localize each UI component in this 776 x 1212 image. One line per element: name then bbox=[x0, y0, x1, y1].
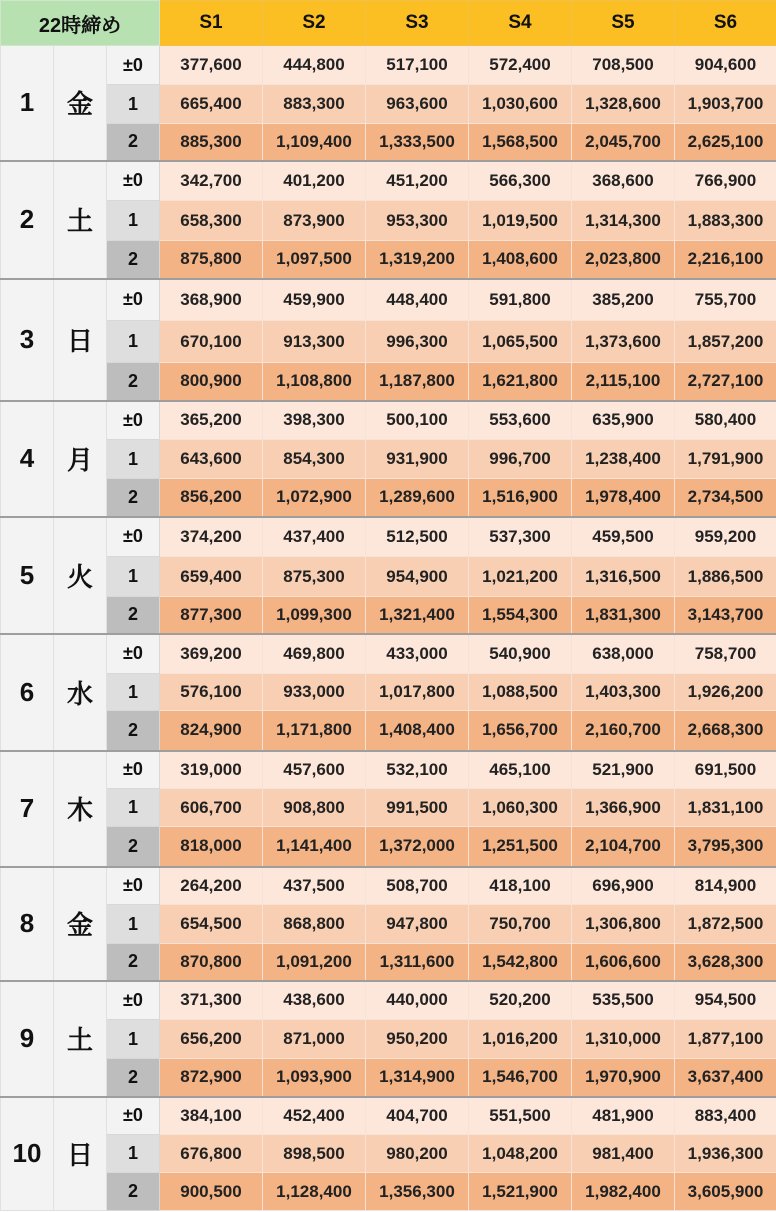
level-label: ±0 bbox=[107, 867, 160, 905]
value-cell: 1,408,600 bbox=[469, 241, 572, 279]
value-cell: 1,883,300 bbox=[675, 201, 776, 241]
value-cell: 576,100 bbox=[160, 674, 263, 711]
value-cell: 551,500 bbox=[469, 1097, 572, 1135]
level-label: 2 bbox=[107, 241, 160, 279]
value-cell: 1,251,500 bbox=[469, 827, 572, 867]
value-cell: 931,900 bbox=[366, 440, 469, 479]
value-cell: 2,023,800 bbox=[572, 241, 675, 279]
day-number: 2 bbox=[1, 161, 54, 279]
value-cell: 980,200 bbox=[366, 1135, 469, 1173]
value-cell: 750,700 bbox=[469, 905, 572, 944]
value-cell: 1,408,400 bbox=[366, 711, 469, 751]
value-cell: 691,500 bbox=[675, 751, 776, 789]
level-label: 1 bbox=[107, 1020, 160, 1059]
day-of-week: 火 bbox=[54, 517, 107, 634]
value-cell: 401,200 bbox=[263, 161, 366, 201]
value-cell: 3,143,700 bbox=[675, 597, 776, 634]
day-of-week: 金 bbox=[54, 46, 107, 161]
table-row bbox=[1, 1135, 776, 1173]
value-cell: 1,546,700 bbox=[469, 1059, 572, 1097]
value-cell: 1,656,700 bbox=[469, 711, 572, 751]
value-cell: 696,900 bbox=[572, 867, 675, 905]
value-cell: 1,109,400 bbox=[263, 124, 366, 161]
value-cell: 385,200 bbox=[572, 279, 675, 321]
value-cell: 1,310,000 bbox=[572, 1020, 675, 1059]
column-header-s1: S1 bbox=[160, 1, 263, 46]
value-cell: 398,300 bbox=[263, 401, 366, 440]
day-of-week: 土 bbox=[54, 981, 107, 1097]
value-cell: 959,200 bbox=[675, 517, 776, 557]
value-cell: 572,400 bbox=[469, 46, 572, 85]
value-cell: 1,356,300 bbox=[366, 1173, 469, 1211]
column-header-s6: S6 bbox=[675, 1, 776, 46]
value-cell: 670,100 bbox=[160, 321, 263, 363]
day-of-week: 月 bbox=[54, 401, 107, 517]
value-cell: 1,872,500 bbox=[675, 905, 776, 944]
value-cell: 1,373,600 bbox=[572, 321, 675, 363]
level-label: 2 bbox=[107, 479, 160, 517]
level-label: ±0 bbox=[107, 517, 160, 557]
value-cell: 658,300 bbox=[160, 201, 263, 241]
table-row bbox=[1, 363, 776, 401]
table-row bbox=[1, 867, 776, 905]
value-cell: 1,366,900 bbox=[572, 789, 675, 827]
table-row bbox=[1, 46, 776, 85]
value-cell: 659,400 bbox=[160, 557, 263, 597]
table-row bbox=[1, 517, 776, 557]
value-cell: 440,000 bbox=[366, 981, 469, 1020]
table-row bbox=[1, 440, 776, 479]
day-number: 1 bbox=[1, 46, 54, 161]
value-cell: 883,300 bbox=[263, 85, 366, 124]
value-cell: 1,099,300 bbox=[263, 597, 366, 634]
value-cell: 755,700 bbox=[675, 279, 776, 321]
value-cell: 1,088,500 bbox=[469, 674, 572, 711]
value-cell: 766,900 bbox=[675, 161, 776, 201]
value-cell: 374,200 bbox=[160, 517, 263, 557]
day-number: 6 bbox=[1, 634, 54, 751]
value-cell: 1,319,200 bbox=[366, 241, 469, 279]
value-cell: 1,016,200 bbox=[469, 1020, 572, 1059]
value-cell: 1,516,900 bbox=[469, 479, 572, 517]
level-label: ±0 bbox=[107, 161, 160, 201]
value-cell: 342,700 bbox=[160, 161, 263, 201]
value-cell: 1,970,900 bbox=[572, 1059, 675, 1097]
value-cell: 459,500 bbox=[572, 517, 675, 557]
value-cell: 1,072,900 bbox=[263, 479, 366, 517]
level-label: 1 bbox=[107, 321, 160, 363]
value-cell: 540,900 bbox=[469, 634, 572, 674]
value-cell: 3,637,400 bbox=[675, 1059, 776, 1097]
value-cell: 824,900 bbox=[160, 711, 263, 751]
table-row bbox=[1, 634, 776, 674]
value-cell: 3,605,900 bbox=[675, 1173, 776, 1211]
value-cell: 3,628,300 bbox=[675, 944, 776, 981]
table-row bbox=[1, 161, 776, 201]
day-of-week: 土 bbox=[54, 161, 107, 279]
day-of-week: 木 bbox=[54, 751, 107, 867]
level-label: ±0 bbox=[107, 46, 160, 85]
value-cell: 1,097,500 bbox=[263, 241, 366, 279]
value-cell: 2,727,100 bbox=[675, 363, 776, 401]
level-label: ±0 bbox=[107, 981, 160, 1020]
level-label: 2 bbox=[107, 363, 160, 401]
value-cell: 517,100 bbox=[366, 46, 469, 85]
level-label: ±0 bbox=[107, 634, 160, 674]
value-cell: 868,800 bbox=[263, 905, 366, 944]
value-cell: 1,606,600 bbox=[572, 944, 675, 981]
value-cell: 500,100 bbox=[366, 401, 469, 440]
value-cell: 643,600 bbox=[160, 440, 263, 479]
value-cell: 369,200 bbox=[160, 634, 263, 674]
value-cell: 913,300 bbox=[263, 321, 366, 363]
value-cell: 457,600 bbox=[263, 751, 366, 789]
level-label: 1 bbox=[107, 674, 160, 711]
level-label: 2 bbox=[107, 1173, 160, 1211]
level-label: 1 bbox=[107, 440, 160, 479]
value-cell: 433,000 bbox=[366, 634, 469, 674]
value-cell: 904,600 bbox=[675, 46, 776, 85]
table-row bbox=[1, 85, 776, 124]
value-cell: 1,306,800 bbox=[572, 905, 675, 944]
value-cell: 856,200 bbox=[160, 479, 263, 517]
value-cell: 1,936,300 bbox=[675, 1135, 776, 1173]
value-cell: 452,400 bbox=[263, 1097, 366, 1135]
table-row bbox=[1, 905, 776, 944]
level-label: 2 bbox=[107, 944, 160, 981]
value-cell: 465,100 bbox=[469, 751, 572, 789]
table-row bbox=[1, 557, 776, 597]
level-label: 1 bbox=[107, 201, 160, 241]
value-cell: 264,200 bbox=[160, 867, 263, 905]
value-cell: 520,200 bbox=[469, 981, 572, 1020]
table-row bbox=[1, 201, 776, 241]
table-row bbox=[1, 479, 776, 517]
value-cell: 963,600 bbox=[366, 85, 469, 124]
value-cell: 1,321,400 bbox=[366, 597, 469, 634]
value-cell: 404,700 bbox=[366, 1097, 469, 1135]
day-of-week: 日 bbox=[54, 1097, 107, 1211]
column-header-s5: S5 bbox=[572, 1, 675, 46]
value-cell: 512,500 bbox=[366, 517, 469, 557]
table-row bbox=[1, 827, 776, 867]
value-cell: 818,000 bbox=[160, 827, 263, 867]
table-row bbox=[1, 241, 776, 279]
value-cell: 377,600 bbox=[160, 46, 263, 85]
column-header-s3: S3 bbox=[366, 1, 469, 46]
value-cell: 1,886,500 bbox=[675, 557, 776, 597]
level-label: ±0 bbox=[107, 401, 160, 440]
value-cell: 1,238,400 bbox=[572, 440, 675, 479]
value-cell: 991,500 bbox=[366, 789, 469, 827]
value-cell: 877,300 bbox=[160, 597, 263, 634]
value-cell: 1,093,900 bbox=[263, 1059, 366, 1097]
day-of-week: 日 bbox=[54, 279, 107, 401]
value-cell: 638,000 bbox=[572, 634, 675, 674]
value-cell: 2,668,300 bbox=[675, 711, 776, 751]
value-cell: 481,900 bbox=[572, 1097, 675, 1135]
value-cell: 1,877,100 bbox=[675, 1020, 776, 1059]
value-cell: 1,372,000 bbox=[366, 827, 469, 867]
value-cell: 1,048,200 bbox=[469, 1135, 572, 1173]
day-number: 5 bbox=[1, 517, 54, 634]
value-cell: 553,600 bbox=[469, 401, 572, 440]
level-label: 1 bbox=[107, 789, 160, 827]
value-cell: 437,400 bbox=[263, 517, 366, 557]
value-cell: 2,160,700 bbox=[572, 711, 675, 751]
table-row bbox=[1, 1059, 776, 1097]
level-label: 2 bbox=[107, 1059, 160, 1097]
table-row bbox=[1, 981, 776, 1020]
value-cell: 2,625,100 bbox=[675, 124, 776, 161]
table-row bbox=[1, 1097, 776, 1135]
value-cell: 908,800 bbox=[263, 789, 366, 827]
value-cell: 566,300 bbox=[469, 161, 572, 201]
value-cell: 1,030,600 bbox=[469, 85, 572, 124]
value-cell: 1,171,800 bbox=[263, 711, 366, 751]
value-cell: 2,104,700 bbox=[572, 827, 675, 867]
value-cell: 1,108,800 bbox=[263, 363, 366, 401]
day-number: 4 bbox=[1, 401, 54, 517]
day-of-week: 水 bbox=[54, 634, 107, 751]
value-cell: 1,333,500 bbox=[366, 124, 469, 161]
value-cell: 444,800 bbox=[263, 46, 366, 85]
value-cell: 854,300 bbox=[263, 440, 366, 479]
value-cell: 800,900 bbox=[160, 363, 263, 401]
value-cell: 438,600 bbox=[263, 981, 366, 1020]
level-label: ±0 bbox=[107, 1097, 160, 1135]
level-label: ±0 bbox=[107, 751, 160, 789]
value-cell: 532,100 bbox=[366, 751, 469, 789]
value-cell: 1,065,500 bbox=[469, 321, 572, 363]
value-cell: 1,903,700 bbox=[675, 85, 776, 124]
level-label: 1 bbox=[107, 557, 160, 597]
value-cell: 1,857,200 bbox=[675, 321, 776, 363]
value-cell: 451,200 bbox=[366, 161, 469, 201]
value-cell: 1,141,400 bbox=[263, 827, 366, 867]
value-cell: 1,021,200 bbox=[469, 557, 572, 597]
value-cell: 996,300 bbox=[366, 321, 469, 363]
value-cell: 883,400 bbox=[675, 1097, 776, 1135]
value-cell: 1,554,300 bbox=[469, 597, 572, 634]
value-cell: 758,700 bbox=[675, 634, 776, 674]
value-cell: 953,300 bbox=[366, 201, 469, 241]
value-cell: 2,045,700 bbox=[572, 124, 675, 161]
value-cell: 3,795,300 bbox=[675, 827, 776, 867]
value-cell: 1,289,600 bbox=[366, 479, 469, 517]
value-cell: 1,831,100 bbox=[675, 789, 776, 827]
table-row bbox=[1, 279, 776, 321]
value-cell: 508,700 bbox=[366, 867, 469, 905]
value-cell: 947,800 bbox=[366, 905, 469, 944]
value-cell: 1,621,800 bbox=[469, 363, 572, 401]
value-cell: 319,000 bbox=[160, 751, 263, 789]
value-cell: 2,734,500 bbox=[675, 479, 776, 517]
value-cell: 635,900 bbox=[572, 401, 675, 440]
value-cell: 954,500 bbox=[675, 981, 776, 1020]
value-cell: 2,216,100 bbox=[675, 241, 776, 279]
value-cell: 1,926,200 bbox=[675, 674, 776, 711]
value-cell: 1,128,400 bbox=[263, 1173, 366, 1211]
day-number: 10 bbox=[1, 1097, 54, 1211]
value-cell: 384,100 bbox=[160, 1097, 263, 1135]
table-row bbox=[1, 674, 776, 711]
value-cell: 537,300 bbox=[469, 517, 572, 557]
table-row bbox=[1, 321, 776, 363]
value-cell: 665,400 bbox=[160, 85, 263, 124]
value-cell: 870,800 bbox=[160, 944, 263, 981]
value-cell: 900,500 bbox=[160, 1173, 263, 1211]
value-cell: 437,500 bbox=[263, 867, 366, 905]
level-label: 1 bbox=[107, 905, 160, 944]
value-cell: 1,314,900 bbox=[366, 1059, 469, 1097]
table-row bbox=[1, 1020, 776, 1059]
value-cell: 418,100 bbox=[469, 867, 572, 905]
value-cell: 873,900 bbox=[263, 201, 366, 241]
value-cell: 1,403,300 bbox=[572, 674, 675, 711]
level-label: 2 bbox=[107, 597, 160, 634]
value-cell: 708,500 bbox=[572, 46, 675, 85]
level-label: 2 bbox=[107, 711, 160, 751]
value-cell: 1,978,400 bbox=[572, 479, 675, 517]
header-row bbox=[1, 1, 776, 46]
table-row bbox=[1, 124, 776, 161]
table-row bbox=[1, 597, 776, 634]
value-cell: 1,017,800 bbox=[366, 674, 469, 711]
value-cell: 885,300 bbox=[160, 124, 263, 161]
value-cell: 676,800 bbox=[160, 1135, 263, 1173]
value-cell: 1,019,500 bbox=[469, 201, 572, 241]
value-cell: 1,060,300 bbox=[469, 789, 572, 827]
value-cell: 459,900 bbox=[263, 279, 366, 321]
value-cell: 580,400 bbox=[675, 401, 776, 440]
level-label: 1 bbox=[107, 85, 160, 124]
value-cell: 1,187,800 bbox=[366, 363, 469, 401]
value-cell: 368,900 bbox=[160, 279, 263, 321]
value-cell: 365,200 bbox=[160, 401, 263, 440]
value-cell: 871,000 bbox=[263, 1020, 366, 1059]
day-number: 3 bbox=[1, 279, 54, 401]
value-cell: 996,700 bbox=[469, 440, 572, 479]
level-label: 2 bbox=[107, 827, 160, 867]
level-label: ±0 bbox=[107, 279, 160, 321]
table-row bbox=[1, 944, 776, 981]
table-row bbox=[1, 751, 776, 789]
value-cell: 1,311,600 bbox=[366, 944, 469, 981]
value-cell: 521,900 bbox=[572, 751, 675, 789]
value-cell: 448,400 bbox=[366, 279, 469, 321]
table-row bbox=[1, 401, 776, 440]
cutoff-label: 22時締め bbox=[1, 1, 160, 46]
day-number: 8 bbox=[1, 867, 54, 981]
value-cell: 814,900 bbox=[675, 867, 776, 905]
table-row bbox=[1, 1173, 776, 1211]
table-body bbox=[1, 46, 776, 1211]
value-cell: 591,800 bbox=[469, 279, 572, 321]
value-cell: 1,328,600 bbox=[572, 85, 675, 124]
value-cell: 371,300 bbox=[160, 981, 263, 1020]
value-cell: 1,542,800 bbox=[469, 944, 572, 981]
value-cell: 1,791,900 bbox=[675, 440, 776, 479]
value-cell: 656,200 bbox=[160, 1020, 263, 1059]
value-cell: 1,091,200 bbox=[263, 944, 366, 981]
level-label: 2 bbox=[107, 124, 160, 161]
value-cell: 933,000 bbox=[263, 674, 366, 711]
value-cell: 1,831,300 bbox=[572, 597, 675, 634]
value-cell: 950,200 bbox=[366, 1020, 469, 1059]
value-cell: 469,800 bbox=[263, 634, 366, 674]
table-row bbox=[1, 789, 776, 827]
value-cell: 898,500 bbox=[263, 1135, 366, 1173]
table-row bbox=[1, 711, 776, 751]
value-cell: 1,316,500 bbox=[572, 557, 675, 597]
value-cell: 981,400 bbox=[572, 1135, 675, 1173]
value-cell: 535,500 bbox=[572, 981, 675, 1020]
value-cell: 368,600 bbox=[572, 161, 675, 201]
value-cell: 1,314,300 bbox=[572, 201, 675, 241]
column-header-s4: S4 bbox=[469, 1, 572, 46]
value-cell: 875,300 bbox=[263, 557, 366, 597]
value-cell: 1,568,500 bbox=[469, 124, 572, 161]
column-header-s2: S2 bbox=[263, 1, 366, 46]
day-number: 9 bbox=[1, 981, 54, 1097]
value-cell: 654,500 bbox=[160, 905, 263, 944]
value-cell: 872,900 bbox=[160, 1059, 263, 1097]
day-of-week: 金 bbox=[54, 867, 107, 981]
value-cell: 954,900 bbox=[366, 557, 469, 597]
value-cell: 1,521,900 bbox=[469, 1173, 572, 1211]
day-number: 7 bbox=[1, 751, 54, 867]
value-cell: 875,800 bbox=[160, 241, 263, 279]
value-cell: 1,982,400 bbox=[572, 1173, 675, 1211]
value-cell: 2,115,100 bbox=[572, 363, 675, 401]
value-cell: 606,700 bbox=[160, 789, 263, 827]
level-label: 1 bbox=[107, 1135, 160, 1173]
